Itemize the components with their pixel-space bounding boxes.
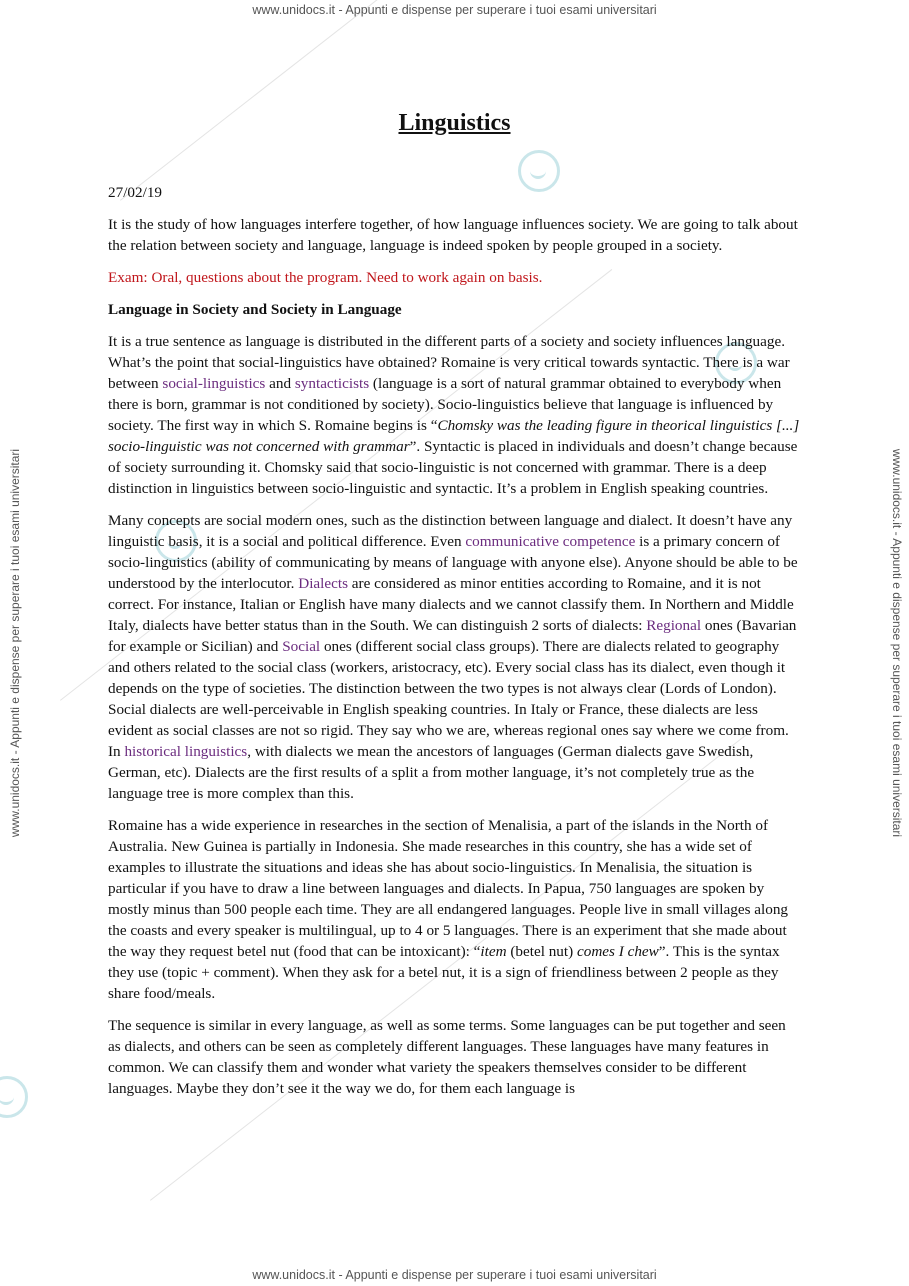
text-run: Romaine has a wide experience in researches in the section of Menalisia, a part of the islands in the North of Australia. New Guinea is partially in Indonesia. She made researches in this country, she has a wide set of examples to illustrate the situations and ideas she has about socio-linguistics. In Menalisia, the situation is particular if you have to draw a line between languages and dialects. In Papua, 750 languages are spoken by mostly minus than 500 people each time. They are all endangered languages. People live in small villages along the coasts and every speaker is multilingual, up to 4 or 5 languages. There is an experiment that she made about the way they request betel nut (food that can be intoxicant): “	[108, 817, 789, 960]
text-run: (betel nut)	[506, 943, 577, 960]
text-run: (language is a sort of natural grammar obtained to everybody when there is born, grammar is not conditioned by society). Socio-linguistics believe that language is influenced by society. The first way in which S. Romaine begins is “	[108, 375, 782, 434]
paragraph-4: The sequence is similar in every language, as well as some terms. Some languages can be put together and seen as dialects, and others can be seen as completely different languages. These languages have many features in common. We can classify them and wonder what variety the speakers themselves consider to be different languages. Maybe they don’t see it the way we do, for them each language is	[108, 1017, 786, 1097]
text-run: ”. Syntactic is placed in individuals and doesn’t change because of society surrounding it. Chomsky said that socio-linguistic is not concerned with grammar. There is a deep distinction in linguistics between socio-linguistic and syntactic. It’s a problem in English speaking countries.	[108, 438, 798, 497]
term-highlight: social-linguistics	[162, 375, 266, 392]
term-highlight: communicative competence	[465, 533, 636, 550]
exam-note: Exam: Oral, questions about the program. Need to work again on basis.	[108, 269, 543, 286]
term-highlight: syntacticists	[294, 375, 370, 392]
text-run: ”. This is the syntax they use (topic + comment). When they ask for a betel nut, it is a sign of friendliness between 2 people as they share food/meals.	[108, 943, 780, 1002]
term-highlight: Regional	[646, 617, 702, 634]
page-title: Linguistics	[398, 110, 511, 136]
unidocs-logo-watermark	[0, 1076, 28, 1118]
text-run: Many concepts are social modern ones, such as the distinction between language and dialect. It doesn’t have any linguistic basis, it is a social and political difference. Even	[108, 512, 793, 550]
watermark-bottom: www.unidocs.it - Appunti e dispense per superare i tuoi esami universitari	[252, 1268, 657, 1282]
quote-text: Chomsky was the leading figure in theorical linguistics [...] socio-linguistic was not concerned with grammar	[108, 417, 800, 455]
paragraph-1	[108, 331, 801, 499]
text-run: and	[265, 375, 295, 392]
text-run: are considered as minor entities according to Romaine, and it is not correct. For instance, Italian or English have many dialects and we cannot classify them. In Northern and Middle Italy, dialects have better status than in the South. We can distinguish 2 sorts of dialects:	[108, 575, 794, 634]
watermark-left: www.unidocs.it - Appunti e dispense per superare i tuoi esami universitari	[8, 448, 22, 838]
section-heading: Language in Society and Society in Language	[108, 301, 402, 318]
intro-paragraph: It is the study of how languages interfere together, of how language influences society. We are going to talk about the relation between society and language, language is indeed spoken by people grouped in a society.	[108, 216, 798, 254]
document-page	[108, 100, 801, 1110]
term-highlight: Social	[282, 638, 321, 655]
watermark-right: www.unidocs.it - Appunti e dispense per superare i tuoi esami universitari	[890, 448, 904, 838]
watermark-top: www.unidocs.it - Appunti e dispense per superare i tuoi esami universitari	[252, 3, 657, 17]
italic-text: comes I chew	[576, 943, 659, 960]
italic-text: item	[480, 943, 507, 960]
document-date: 27/02/19	[108, 184, 163, 201]
text-run: It is a true sentence as language is distributed in the different parts of a society and society influences language. What’s the point that social-linguistics have obtained? Romaine is very critical towards syntactic. There is a war between	[108, 333, 790, 392]
term-highlight: historical linguistics	[124, 743, 248, 760]
term-highlight: Dialects	[298, 575, 348, 592]
text-run: is a primary concern of socio-linguistics (ability of communicating by means of language with anyone else). Anyone should be able to be understood by the interlocutor.	[108, 533, 798, 592]
paragraph-3	[108, 815, 801, 1004]
paragraph-2	[108, 510, 801, 804]
text-run: ones (different social class groups). There are dialects related to geography and others related to the social class (workers, aristocracy, etc). Every social class has its dialect, even though it depends on the type of societies. The distinction between the two types is not always clear (Lords of London). Social dialects are well-perceivable in English speaking countries. In Italy or France, these dialects are less evident as social classes are not so rigid. They say who we are, whereas regional ones say where we come from. In	[108, 638, 789, 760]
text-run: , with dialects we mean the ancestors of languages (German dialects gave Swedish, German, etc). Dialects are the first results of a split a from mother language, it’s not completely true as the language tree is more complex than this.	[108, 743, 755, 802]
text-run: ones (Bavarian for example or Sicilian) and	[108, 617, 797, 655]
